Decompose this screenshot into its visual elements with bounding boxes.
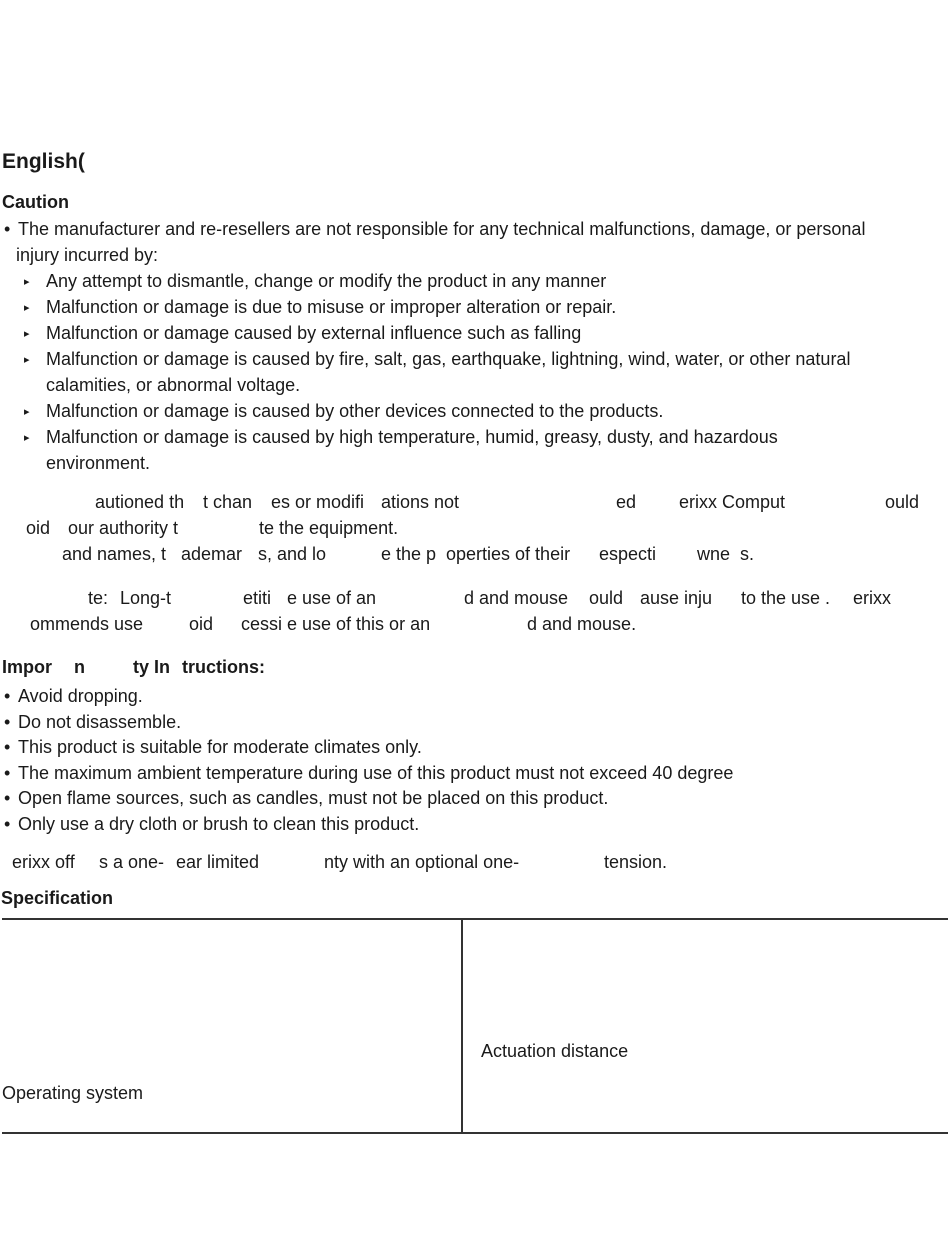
safety-item — [4, 762, 733, 784]
text-fragment: especti — [599, 544, 657, 564]
text-fragment: operties of their — [446, 544, 571, 564]
text-fragment: tructions: — [182, 657, 265, 677]
text-fragment: Impor — [2, 657, 53, 677]
text-fragment: nty with an optional one- — [324, 852, 520, 872]
bullet-icon: • — [4, 788, 11, 809]
triangle-bullet-icon: ▸ — [24, 432, 30, 444]
safety-item-text: Avoid dropping. — [18, 686, 143, 706]
triangle-bullet-icon: ▸ — [24, 328, 30, 340]
bullet-icon: • — [4, 686, 11, 706]
triangle-bullet-icon: ▸ — [24, 406, 30, 418]
caution-item-text: Malfunction or damage caused by external influence such as falling — [46, 323, 582, 343]
safety-item-text: Do not disassemble. — [18, 711, 182, 732]
bullet-icon: • — [4, 762, 11, 783]
text-fragment: e use of this or an — [287, 614, 431, 634]
text-fragment: n — [74, 657, 85, 677]
text-fragment: ause inju — [640, 588, 713, 608]
triangle-bullet-icon: ▸ — [24, 276, 30, 288]
text-fragment: ed — [616, 492, 637, 512]
caution-item-text: calamities, or abnormal voltage. — [46, 375, 301, 395]
page-title: English( — [2, 150, 85, 173]
safety-item — [4, 813, 419, 835]
text-fragment: to the use . — [741, 588, 831, 608]
text-fragment: oid — [26, 518, 51, 538]
text-fragment: d and mouse — [464, 588, 569, 608]
specification-heading: Specification — [1, 888, 114, 908]
caution-item-text: Malfunction or damage is due to misuse or improper alteration or repair. — [46, 297, 617, 317]
safety-item-text: This product is suitable for moderate climates only. — [18, 737, 422, 758]
text-fragment: our authority t — [68, 518, 179, 538]
safety-item-text: Open flame sources, such as candles, must not be placed on this product. — [18, 788, 609, 809]
caution-item-text: Malfunction or damage is caused by other devices connected to the products. — [46, 401, 664, 421]
text-fragment: autioned th — [95, 492, 185, 512]
text-fragment: e the p — [381, 544, 437, 564]
text-fragment: s. — [740, 544, 755, 564]
text-fragment: es or modifi — [271, 492, 365, 512]
caution-item-text: Malfunction or damage is caused by high temperature, humid, greasy, dusty, and hazardous — [46, 427, 778, 447]
spec-actuation-distance: Actuation distance — [481, 1041, 629, 1061]
caution-item-continuation — [46, 374, 300, 396]
text-fragment: s a one- — [99, 852, 165, 872]
text-fragment: ommends use — [30, 614, 144, 634]
text-fragment: t chan — [203, 492, 253, 512]
safety-item — [4, 711, 181, 733]
caution-item — [24, 400, 663, 423]
text-fragment: erixx off — [12, 852, 75, 872]
caution-item-text: Malfunction or damage is caused by fire, salt, gas, earthquake, lightning, wind, water, or other natural — [46, 349, 851, 369]
text-fragment: ould — [589, 588, 624, 608]
text-fragment: ear limited — [176, 852, 260, 872]
text-fragment: ty In — [133, 657, 171, 677]
table-bottom-border — [2, 1132, 948, 1134]
text-fragment: erixx — [853, 588, 892, 608]
triangle-bullet-icon: ▸ — [24, 302, 30, 314]
caution-item-text: environment. — [46, 453, 151, 473]
text-fragment: wne — [697, 544, 731, 564]
text-fragment: oid — [189, 614, 214, 634]
text-fragment: te the equipment. — [259, 518, 399, 538]
bullet-icon: • — [4, 737, 11, 758]
text-fragment: d and mouse. — [527, 614, 637, 634]
safety-item-text: Only use a dry cloth or brush to clean this product. — [18, 814, 420, 834]
text-fragment: Long-t — [120, 588, 172, 608]
caution-intro-line2: injury incurred by: — [16, 245, 159, 265]
safety-item — [4, 685, 143, 707]
bullet-icon: • — [4, 711, 11, 732]
text-fragment: ould — [885, 492, 920, 512]
bullet-icon: • — [4, 219, 11, 239]
caution-item — [24, 426, 778, 449]
text-fragment: te: — [88, 588, 109, 608]
caution-intro — [4, 218, 865, 240]
caution-intro-line1: The manufacturer and re-resellers are not responsible for any technical malfunctions, damage, or personal — [18, 219, 866, 239]
text-fragment: erixx Comput — [679, 492, 786, 512]
caution-item — [24, 270, 606, 293]
text-fragment: tension. — [604, 852, 668, 872]
text-fragment: e use of an — [287, 588, 377, 608]
text-fragment: ations not — [381, 492, 460, 512]
caution-item — [24, 322, 581, 345]
caution-heading: Caution — [2, 192, 69, 212]
text-fragment: cessi — [241, 614, 283, 634]
safety-item — [4, 787, 608, 809]
text-fragment: s, and lo — [258, 544, 327, 564]
text-fragment: and names, t — [62, 544, 167, 564]
safety-item-text: The maximum ambient temperature during use of this product must not exceed 40 degree — [18, 762, 734, 783]
caution-item-continuation — [46, 452, 150, 474]
caution-item — [24, 296, 616, 319]
caution-item-text: Any attempt to dismantle, change or modify the product in any manner — [46, 271, 607, 291]
table-top-border — [2, 918, 948, 920]
triangle-bullet-icon: ▸ — [24, 354, 30, 366]
table-column-divider — [461, 919, 463, 1133]
text-fragment: etiti — [243, 588, 272, 608]
caution-item — [24, 348, 850, 371]
spec-operating-system: Operating system — [2, 1083, 144, 1103]
text-fragment: ademar — [181, 544, 243, 564]
bullet-icon: • — [4, 814, 11, 834]
safety-item — [4, 736, 422, 758]
